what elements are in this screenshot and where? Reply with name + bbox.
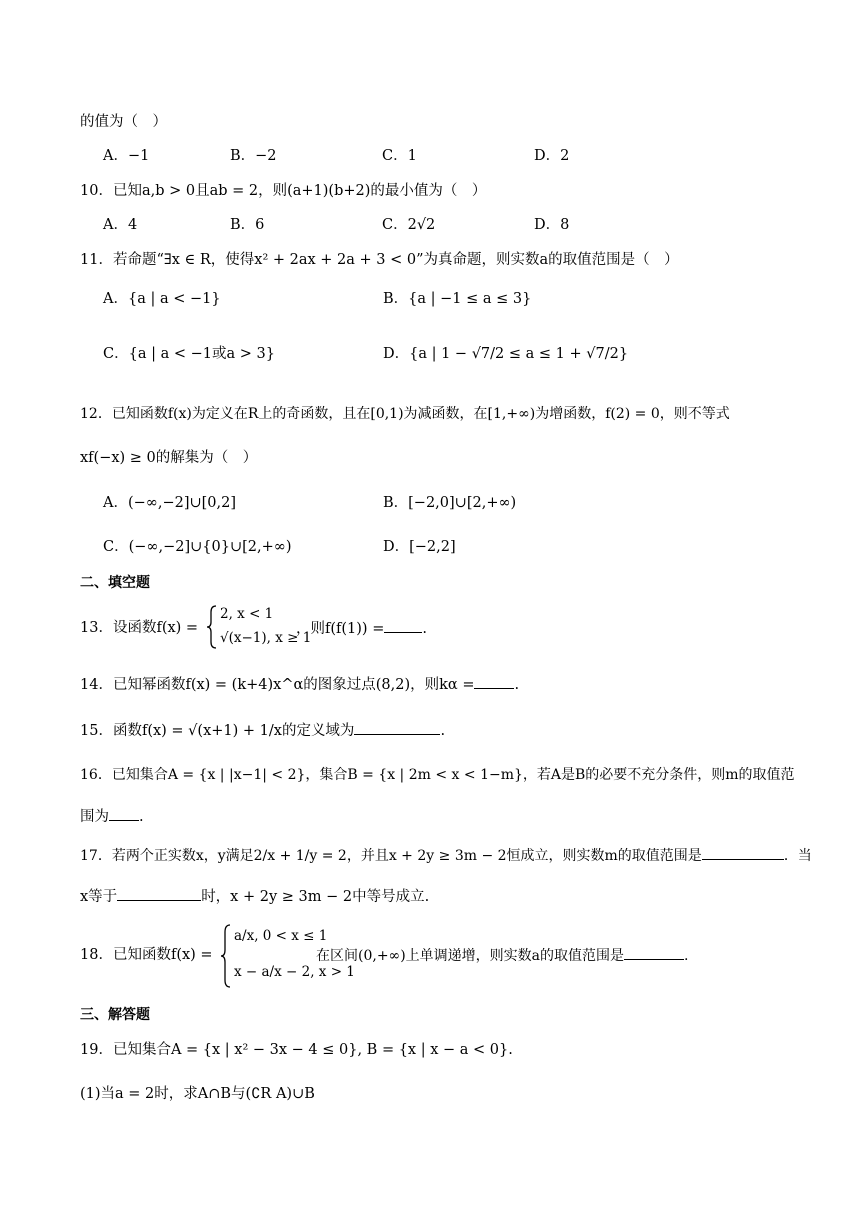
q13-case-2: √(x−1), x ≥ 1 bbox=[220, 630, 312, 646]
q12-option-d: D．[−2,2] bbox=[383, 539, 456, 555]
q19-part1: (1)当a = 2时，求A∩B与(∁R A)∪B bbox=[80, 1086, 315, 1102]
q9-tail: 的值为（ ） bbox=[80, 114, 167, 130]
q12-option-a: A．(−∞,−2]∪[0,2] bbox=[103, 495, 237, 511]
q12-option-c: C．(−∞,−2]∪{0}∪[2,+∞) bbox=[103, 539, 292, 555]
q16-answer-blank bbox=[109, 806, 139, 821]
q17-answer-blank-2 bbox=[117, 886, 201, 901]
q13-prefix: 13．设函数f(x) = bbox=[80, 620, 199, 636]
q10-option-c: C．2√2 bbox=[382, 217, 436, 233]
q9-option-a: A．−1 bbox=[103, 148, 150, 164]
q16-line2-text: 围为 bbox=[80, 809, 109, 825]
q14-answer-blank bbox=[474, 674, 514, 689]
q17-line1 bbox=[80, 845, 812, 866]
q14-line: 14．已知幂函数f(x) = (k+4)x^α的图象过点(8,2)，则kα = . bbox=[80, 674, 519, 695]
q18-left-brace bbox=[220, 923, 232, 989]
q11-stem: 11．若命题“∃x ∈ R，使得x² + 2ax + 2a + 3 < 0”为真命题，则实数a的取值范围是（ ） bbox=[80, 252, 679, 268]
q9-option-b: B．−2 bbox=[230, 148, 277, 164]
q17-line2-text-a: x等于 bbox=[80, 889, 118, 905]
q10-stem: 10．已知a,b > 0且ab = 2，则(a+1)(b+2)的最小值为（ ） bbox=[80, 183, 487, 199]
q18-prefix: 18．已知函数f(x) = bbox=[80, 947, 213, 963]
q16-line2: 围为 . bbox=[80, 806, 144, 827]
q19-stem: 19．已知集合A = {x | x² − 3x − 4 ≤ 0}, B = {x | x − a < 0}. bbox=[80, 1042, 513, 1058]
q15-text: 15．函数f(x) = √(x+1) + 1/x的定义域为 bbox=[80, 723, 355, 739]
q13-suffix-text: ，则f(f(1)) = bbox=[296, 621, 385, 637]
q17-line1-end: ．当 bbox=[783, 848, 812, 864]
q12-stem-line1: 12．已知函数f(x)为定义在R上的奇函数，且在[0,1)为减函数，在[1,+∞)为增函数，f(2) = 0，则不等式 bbox=[80, 406, 730, 422]
q17-line2-text-b: 时，x + 2y ≥ 3m − 2中等号成立. bbox=[201, 889, 430, 905]
q14-text: 14．已知幂函数f(x) = (k+4)x^α的图象过点(8,2)，则kα = bbox=[80, 677, 475, 693]
q13-answer-blank bbox=[384, 618, 422, 633]
q18-case-1: a/x, 0 < x ≤ 1 bbox=[234, 928, 328, 944]
q17-answer-blank-1 bbox=[702, 845, 784, 860]
q17-line2 bbox=[80, 886, 429, 907]
q12-option-b: B．[−2,0]∪[2,+∞) bbox=[383, 495, 517, 511]
q11-option-a: A．{a | a < −1} bbox=[103, 291, 221, 307]
q18-suffix-text: 在区间(0,+∞)上单调递增，则实数a的取值范围是 bbox=[316, 948, 625, 964]
q11-option-c: C．{a | a < −1或a > 3} bbox=[103, 346, 275, 362]
q13-suffix: ，则f(f(1)) = . bbox=[296, 618, 427, 639]
q18-answer-blank bbox=[624, 945, 684, 960]
q10-option-b: B．6 bbox=[230, 217, 265, 233]
q13-left-brace bbox=[206, 604, 218, 650]
q15-line: 15．函数f(x) = √(x+1) + 1/x的定义域为 . bbox=[80, 720, 445, 741]
q11-option-b: B．{a | −1 ≤ a ≤ 3} bbox=[383, 291, 532, 307]
q16-line1: 16．已知集合A = {x | |x−1| < 2}，集合B = {x | 2m < x < 1−m}，若A是B的必要不充分条件，则m的取值范 bbox=[80, 767, 795, 783]
section-solution-title: 三、解答题 bbox=[80, 1007, 150, 1023]
q15-answer-blank bbox=[354, 720, 440, 735]
q9-option-d: D．2 bbox=[534, 148, 570, 164]
q18-case-2: x − a/x − 2, x > 1 bbox=[234, 964, 355, 980]
q18-suffix: 在区间(0,+∞)上单调递增，则实数a的取值范围是 . bbox=[316, 945, 688, 966]
q9-option-c: C．1 bbox=[382, 148, 417, 164]
q11-option-d: D．{a | 1 − √7/2 ≤ a ≤ 1 + √7/2} bbox=[383, 346, 629, 362]
q12-stem-line2: xf(−x) ≥ 0的解集为（ ） bbox=[80, 450, 258, 466]
section-fill-in-title: 二、填空题 bbox=[80, 575, 150, 591]
q13-case-1: 2, x < 1 bbox=[220, 606, 274, 622]
q10-option-d: D．8 bbox=[534, 217, 570, 233]
q17-line1-text: 17．若两个正实数x，y满足2/x + 1/y = 2，并且x + 2y ≥ 3m − 2恒成立，则实数m的取值范围是 bbox=[80, 848, 702, 864]
q10-option-a: A．4 bbox=[103, 217, 138, 233]
